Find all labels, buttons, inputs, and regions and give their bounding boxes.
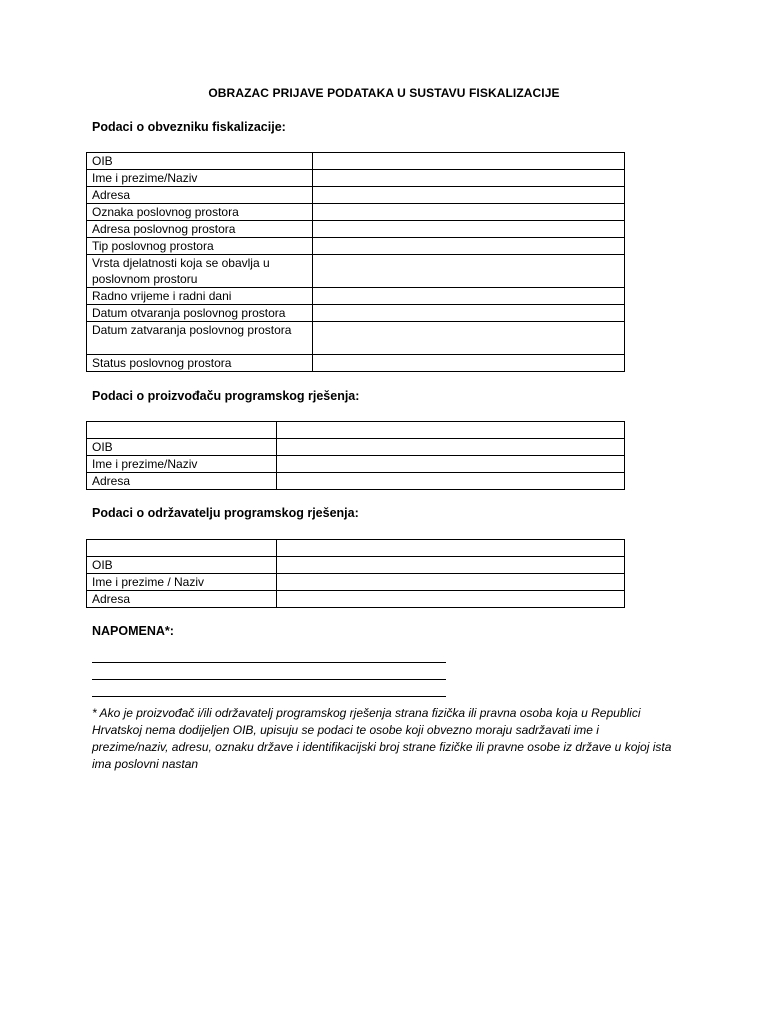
table-row <box>87 288 625 305</box>
value-field[interactable] <box>313 255 625 288</box>
maintainer-table <box>86 539 625 608</box>
table-row <box>87 574 625 591</box>
value-field[interactable] <box>277 456 625 473</box>
table-row <box>87 473 625 490</box>
row-label: OIB <box>87 439 277 456</box>
row-label: Ime i prezime / Naziv <box>87 574 277 591</box>
table-row <box>87 439 625 456</box>
value-field[interactable] <box>313 238 625 255</box>
value-field[interactable] <box>313 322 625 355</box>
value-field[interactable] <box>277 557 625 574</box>
row-label <box>87 540 277 557</box>
row-label: Status poslovnog prostora <box>87 355 313 372</box>
value-field[interactable] <box>313 204 625 221</box>
table-row <box>87 456 625 473</box>
value-field[interactable] <box>313 288 625 305</box>
value-field[interactable] <box>277 439 625 456</box>
table-row <box>87 255 625 288</box>
row-label: Datum otvaranja poslovnog prostora <box>87 305 313 322</box>
table-row <box>87 153 625 170</box>
table-row <box>87 557 625 574</box>
table-row <box>87 204 625 221</box>
section-heading-maintainer: Podaci o održavatelju programskog rješenja: <box>92 506 359 520</box>
value-field[interactable] <box>313 187 625 204</box>
napomena-line[interactable] <box>92 680 446 697</box>
napomena-line[interactable] <box>92 646 446 663</box>
napomena-line[interactable] <box>92 663 446 680</box>
row-label: Adresa <box>87 187 313 204</box>
row-label: Datum zatvaranja poslovnog prostora <box>87 322 313 355</box>
value-field[interactable] <box>277 591 625 608</box>
table-row <box>87 355 625 372</box>
producer-table <box>86 421 625 490</box>
value-field[interactable] <box>313 305 625 322</box>
row-label: Adresa <box>87 591 277 608</box>
value-field[interactable] <box>313 221 625 238</box>
row-label: Tip poslovnog prostora <box>87 238 313 255</box>
value-field[interactable] <box>277 540 625 557</box>
row-label: OIB <box>87 557 277 574</box>
section-heading-producer: Podaci o proizvođaču programskog rješenja: <box>92 389 360 403</box>
napomena-lines[interactable] <box>92 646 446 697</box>
table-row <box>87 221 625 238</box>
value-field[interactable] <box>277 473 625 490</box>
table-row <box>87 422 625 439</box>
row-label: Oznaka poslovnog prostora <box>87 204 313 221</box>
section-heading-taxpayer: Podaci o obvezniku fiskalizacije: <box>92 120 286 134</box>
page-title: OBRAZAC PRIJAVE PODATAKA U SUSTAVU FISKALIZACIJE <box>208 86 560 100</box>
row-label: Adresa poslovnog prostora <box>87 221 313 238</box>
row-label: Radno vrijeme i radni dani <box>87 288 313 305</box>
table-row <box>87 170 625 187</box>
taxpayer-table <box>86 152 625 372</box>
row-label: Vrsta djelatnosti koja se obavlja u poslovnom prostoru <box>87 255 313 288</box>
table-row <box>87 591 625 608</box>
value-field[interactable] <box>313 153 625 170</box>
value-field[interactable] <box>277 574 625 591</box>
value-field[interactable] <box>277 422 625 439</box>
value-field[interactable] <box>313 170 625 187</box>
table-row <box>87 238 625 255</box>
table-row <box>87 322 625 355</box>
value-field[interactable] <box>313 355 625 372</box>
row-label: Adresa <box>87 473 277 490</box>
row-label: Ime i prezime/Naziv <box>87 170 313 187</box>
row-label <box>87 422 277 439</box>
table-row <box>87 187 625 204</box>
row-label: Ime i prezime/Naziv <box>87 456 277 473</box>
napomena-label: NAPOMENA*: <box>92 624 174 638</box>
table-row <box>87 305 625 322</box>
footnote: * Ako je proizvođač i/ili održavatelj programskog rješenja strana fizička ili pravna osoba koja u Republici Hrvatskoj nema dodijeljen OIB, upisuju se podaci te osobe koji obvezno moraju sadržavati ime i prezime/naziv, adresu, oznaku države i identifikacijski broj strane fizičke ili pravne osobe iz države u kojoj ista ima poslovni nastan <box>92 706 672 771</box>
table-row <box>87 540 625 557</box>
row-label: OIB <box>87 153 313 170</box>
